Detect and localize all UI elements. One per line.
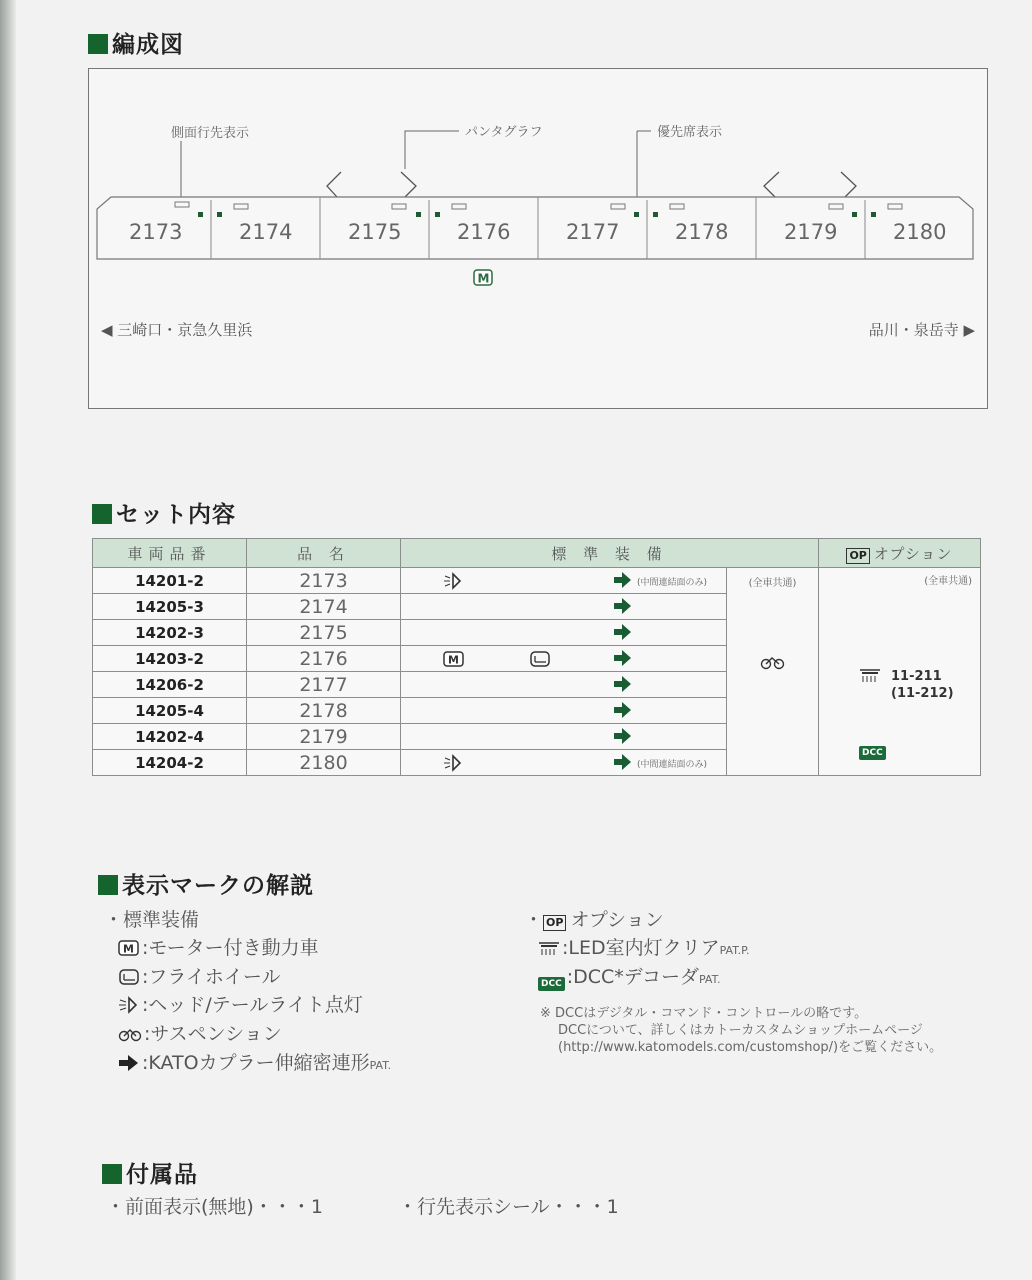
product-number: 14201-2 <box>93 568 247 594</box>
accessories-title: 付属品 <box>102 1156 198 1189</box>
led-room-light-icon <box>859 668 881 688</box>
set-contents-table <box>92 538 981 776</box>
product-number: 14202-3 <box>93 620 247 646</box>
legend-title: 表示マークの解説 <box>98 867 314 900</box>
motor-car-icon <box>474 270 492 286</box>
motor-icon <box>443 650 465 672</box>
equipment-cell <box>401 646 727 672</box>
destination-left: ◀ 三崎口・京急久里浜 <box>101 321 253 339</box>
product-number: 14203-2 <box>93 646 247 672</box>
product-name: 2175 <box>247 620 401 646</box>
car-number: 2177 <box>566 220 620 244</box>
headlight-icon <box>443 572 463 594</box>
coupler-note: (中間連結面のみ) <box>637 578 708 588</box>
legend-standard-heading: ・標準装備 <box>104 909 200 931</box>
header-name: 品 名 <box>247 539 401 568</box>
led-room-light-icon <box>538 940 560 962</box>
equipment-cell <box>401 698 727 724</box>
coupler-icon <box>613 649 633 671</box>
legend-suspension: :サスペンション <box>118 1019 282 1048</box>
common-equipment-cell <box>727 568 819 776</box>
equipment-cell <box>401 672 727 698</box>
title-square-icon <box>88 34 108 54</box>
option-all-cars-label: (全車共通) <box>924 576 972 587</box>
formation-title: 編成図 <box>88 26 184 59</box>
product-name: 2174 <box>247 594 401 620</box>
product-name: 2176 <box>247 646 401 672</box>
legend-dcc: DCC :DCC*デコーダPAT. <box>538 962 721 991</box>
product-number: 14205-4 <box>93 698 247 724</box>
table-header-row <box>93 539 981 568</box>
suspension-icon <box>118 1026 142 1048</box>
pantograph-icon <box>841 172 856 197</box>
title-square-icon <box>98 875 118 895</box>
car-number: 2180 <box>893 220 947 244</box>
equipment-cell <box>401 750 727 776</box>
pantograph-callout: パンタグラフ <box>465 125 543 140</box>
dcc-decoder-icon: DCC <box>538 969 565 991</box>
legend-option-heading: ・ OP オプション <box>524 909 664 931</box>
dcc-note-3: (http://www.katomodels.com/customshop/)をご覧ください。 <box>558 1040 943 1055</box>
svg-text:M: M <box>123 942 134 956</box>
flywheel-icon <box>529 650 551 672</box>
train-body <box>97 197 973 259</box>
coupler-note: (中間連結面のみ) <box>637 760 708 770</box>
car-number: 2176 <box>457 220 511 244</box>
table-row <box>93 568 981 594</box>
motor-icon <box>118 939 140 962</box>
legend-motor: M :モーター付き動力車 <box>118 933 319 962</box>
product-name: 2179 <box>247 724 401 750</box>
coupler-icon <box>613 701 633 723</box>
dcc-decoder-icon: DCC <box>859 740 886 760</box>
car-number: 2174 <box>239 220 293 244</box>
train-diagram-svg <box>89 69 987 408</box>
coupler-icon <box>118 1054 140 1077</box>
all-cars-common-label: (全車共通) <box>748 578 797 589</box>
formation-diagram <box>88 68 988 409</box>
product-number: 14202-4 <box>93 724 247 750</box>
product-number: 14206-2 <box>93 672 247 698</box>
svg-text:M: M <box>448 653 459 667</box>
product-number: 14205-3 <box>93 594 247 620</box>
equipment-cell <box>401 620 727 646</box>
title-square-icon <box>102 1164 122 1184</box>
car-number: 2175 <box>348 220 402 244</box>
side-destination-callout: 側面行先表示 <box>171 126 250 141</box>
product-name: 2180 <box>247 750 401 776</box>
accessory-item: ・前面表示(無地)・・・1 <box>106 1196 323 1218</box>
coupler-icon <box>613 675 633 697</box>
page-edge-shadow <box>0 0 16 1280</box>
car-number: 2173 <box>129 220 183 244</box>
option-badge-icon: OP <box>846 548 869 564</box>
suspension-icon <box>727 655 818 674</box>
pantograph-icon <box>401 172 416 197</box>
product-number: 14204-2 <box>93 750 247 776</box>
product-name: 2177 <box>247 672 401 698</box>
car-number: 2178 <box>675 220 729 244</box>
product-name: 2173 <box>247 568 401 594</box>
header-option: OP オプション <box>819 539 981 568</box>
coupler-icon <box>613 623 633 645</box>
car-number: 2179 <box>784 220 838 244</box>
pantograph-icon <box>764 172 779 197</box>
option-cell <box>819 568 981 776</box>
legend-led: :LED室内灯クリアPAT.P. <box>538 933 750 962</box>
accessory-item: ・行先表示シール・・・1 <box>398 1196 619 1218</box>
product-name: 2178 <box>247 698 401 724</box>
header-equipment: 標 準 装 備 <box>401 539 819 568</box>
equipment-cell <box>401 594 727 620</box>
svg-text:M: M <box>477 271 490 286</box>
coupler-icon <box>613 753 633 775</box>
coupler-icon <box>613 571 633 593</box>
headlight-icon <box>118 996 140 1019</box>
option-part-number: 11-211 (11-212) <box>891 669 954 701</box>
pantograph-icon <box>327 172 341 197</box>
dcc-note-2: DCCについて、詳しくはカトーカスタムショップホームページ <box>558 1023 923 1038</box>
headlight-icon <box>443 754 463 776</box>
legend-coupler: :KATOカプラー伸縮密連形PAT. <box>118 1048 391 1077</box>
destination-right: 品川・泉岳寺 ▶ <box>868 321 975 339</box>
option-badge-icon: OP <box>543 915 566 931</box>
dcc-note-1: ※ DCCはデジタル・コマンド・コントロールの略です。 <box>540 1006 868 1021</box>
legend-flywheel: :フライホイール <box>118 962 280 991</box>
priority-seat-callout: 優先席表示 <box>657 125 723 140</box>
set-contents-title: セット内容 <box>92 496 236 529</box>
title-square-icon <box>92 504 112 524</box>
coupler-icon <box>613 597 633 619</box>
flywheel-icon <box>118 968 140 991</box>
equipment-cell <box>401 724 727 750</box>
legend-light: :ヘッド/テールライト点灯 <box>118 990 363 1019</box>
header-number: 車両品番 <box>93 539 247 568</box>
equipment-cell <box>401 568 727 594</box>
coupler-icon <box>613 727 633 749</box>
